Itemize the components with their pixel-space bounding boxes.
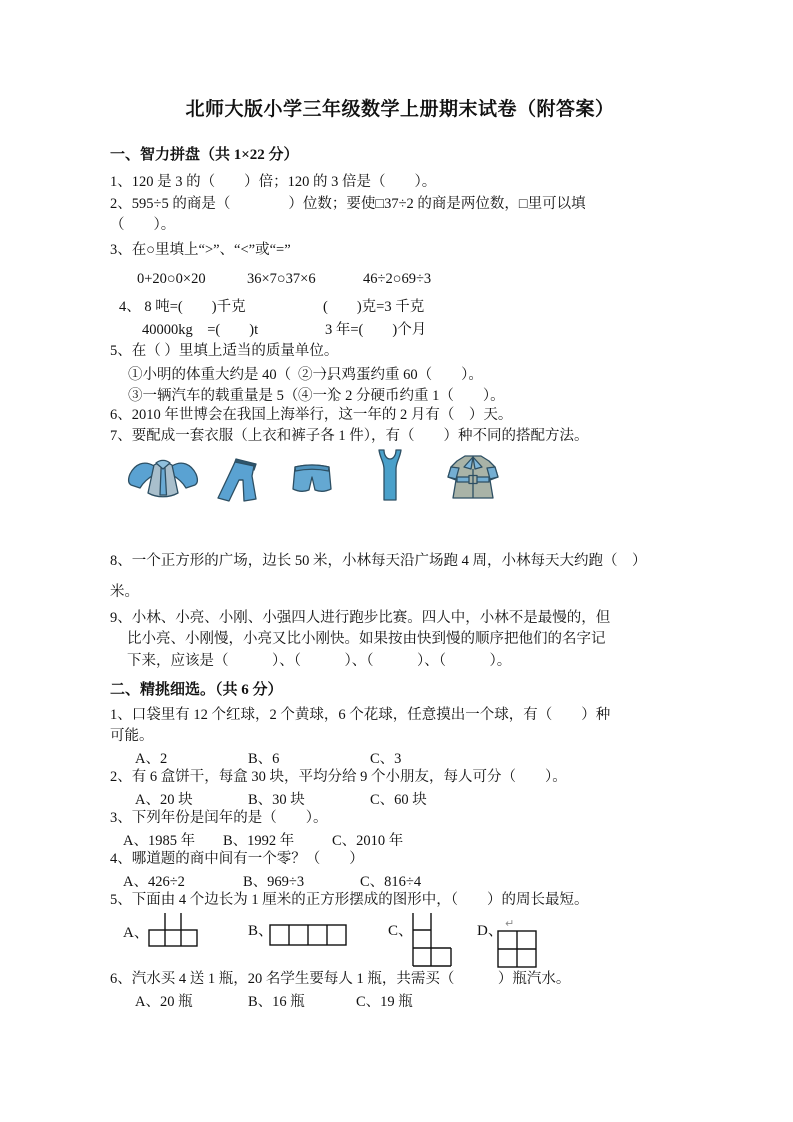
s1-q2-line2: （ ）。 [110,217,176,233]
q4-cell: 4、 8 吨=( )千克 [119,299,246,315]
s1-q1: 1、120 是 3 的（ ）倍；120 的 3 倍是（ ）。 [110,174,437,190]
shape-d-figure [497,930,537,968]
s2-q2: 2、有 6 盒饼干，每盒 30 块，平均分给 9 个小朋友，每人可分（ ）。 [110,769,567,785]
s1-q5: 5、在（ ）里填上适当的质量单位。 [110,343,339,359]
s1-q8-line2: 米。 [110,584,139,600]
option: A、2 [135,751,168,767]
section2-heading: 二、精挑细选。（共 6 分） [110,682,283,698]
section1-heading: 一、智力拼盘（共 1×22 分） [110,147,299,163]
option: C、60 块 [370,792,427,808]
s2-q3-options [110,829,690,849]
q5-subitem: ②一只鸡蛋约重 60（ ）。 [298,366,483,383]
s2-q4: 4、哪道题的商中间有一个零？（ ） [110,851,364,867]
figure-label-b: B、 [248,923,274,939]
option: C、2010 年 [332,833,404,849]
section2 [110,680,690,1010]
option: B、6 [248,751,280,767]
s1-q5-sub12 [110,363,690,384]
q4-cell: ( )克=3 千克 [323,299,425,315]
return-mark-icon: ↵ [505,917,515,930]
s2-q3: 3、下列年份是闰年的是（ ）。 [110,810,328,826]
shape-a-figure [148,913,199,947]
clothing-figures [110,448,690,506]
option: B、969÷3 [243,874,305,890]
option: C、816÷4 [360,874,422,890]
s1-q9-line2: 比小亮、小刚慢，小亮又比小刚快。如果按由快到慢的顺序把他们的名字记 [127,631,606,647]
figure-label-d: D、 [477,923,503,939]
option: B、16 瓶 [248,994,305,1010]
s2-q6: 6、汽水买 4 送 1 瓶，20 名学生要每人 1 瓶，共需买（ ）瓶汽水。 [110,971,571,987]
s1-q2-line1: 2、595÷5 的商是（ ）位数；要使□37÷2 的商是两位数，□里可以填 [110,195,586,212]
figure-label-c: C、 [388,923,414,939]
q5-subitem: ①小明的体重大约是 40（ ）。 [128,366,342,383]
figure-label-a: A、 [123,925,149,941]
s2-q4-options [110,870,690,890]
s1-q8-line1: 8、一个正方形的广场，边长 50 米，小林每天沿广场跑 4 周，小林每天大约跑（ ） [110,552,647,569]
option: C、19 瓶 [356,994,413,1010]
shape-b-figure [269,924,348,946]
q4-cell: 3 年=( )个月 [325,322,427,338]
s1-q3-expressions [110,271,690,292]
jeans-icon [213,456,263,503]
s2-q1-line1: 1、口袋里有 12 个红球，2 个黄球，6 个花球，任意摸出一个球，有（ ）种 [110,707,611,723]
s2-q1-line2: 可能。 [110,728,154,744]
q3-expression: 0+20○0×20 [137,271,206,287]
page-title: 北师大版小学三年级数学上册期末试卷（附答案） [185,99,615,120]
vest-icon [373,449,407,502]
s1-q4-row1 [110,295,690,316]
s2-q2-options [110,788,690,808]
coat-icon [444,453,502,501]
option: B、30 块 [248,792,305,808]
s1-q5-sub34 [110,384,690,405]
option: A、20 瓶 [135,994,193,1010]
exam-content [110,97,690,1010]
s1-q9-line3: 下来，应该是（ ）、（ ）、（ ）、（ ）。 [127,652,512,669]
square-figures [110,913,690,969]
option: A、426÷2 [123,874,185,890]
q5-subitem: ③一辆汽车的载重量是 5（ ）。 [128,387,350,404]
s2-q5: 5、下面由 4 个边长为 1 厘米的正方形摆成的图形中，（ ）的周长最短。 [110,892,589,908]
s1-q4-row2 [110,318,690,339]
s2-q6-options [110,990,690,1010]
jacket-icon [126,453,200,503]
shorts-icon [291,459,333,497]
q5-subitem: ④一个 2 分硬币约重 1（ ）。 [298,387,505,404]
s1-q6: 6、2010 年世博会在我国上海举行，这一年的 2 月有（ ）天。 [110,406,513,423]
option: A、1985 年 [123,833,196,849]
s1-q7: 7、要配成一套衣服（上衣和裤子各 1 件），有（ ）种不同的搭配方法。 [110,428,589,444]
q4-cell: 40000kg =( )t [142,322,259,338]
option: B、1992 年 [223,833,295,849]
s1-q3: 3、在○里填上“>”、“<”或“=” [110,241,291,258]
q3-expression: 36×7○37×6 [247,271,316,287]
option: C、3 [370,751,402,767]
option: A、20 块 [135,792,193,808]
shape-c-figure [412,913,453,967]
q3-expression: 46÷2○69÷3 [363,271,432,287]
s2-q1-options [110,747,690,767]
s1-q9-line1: 9、小林、小亮、小刚、小强四人进行跑步比赛。四人中，小林不是最慢的，但 [110,609,611,626]
